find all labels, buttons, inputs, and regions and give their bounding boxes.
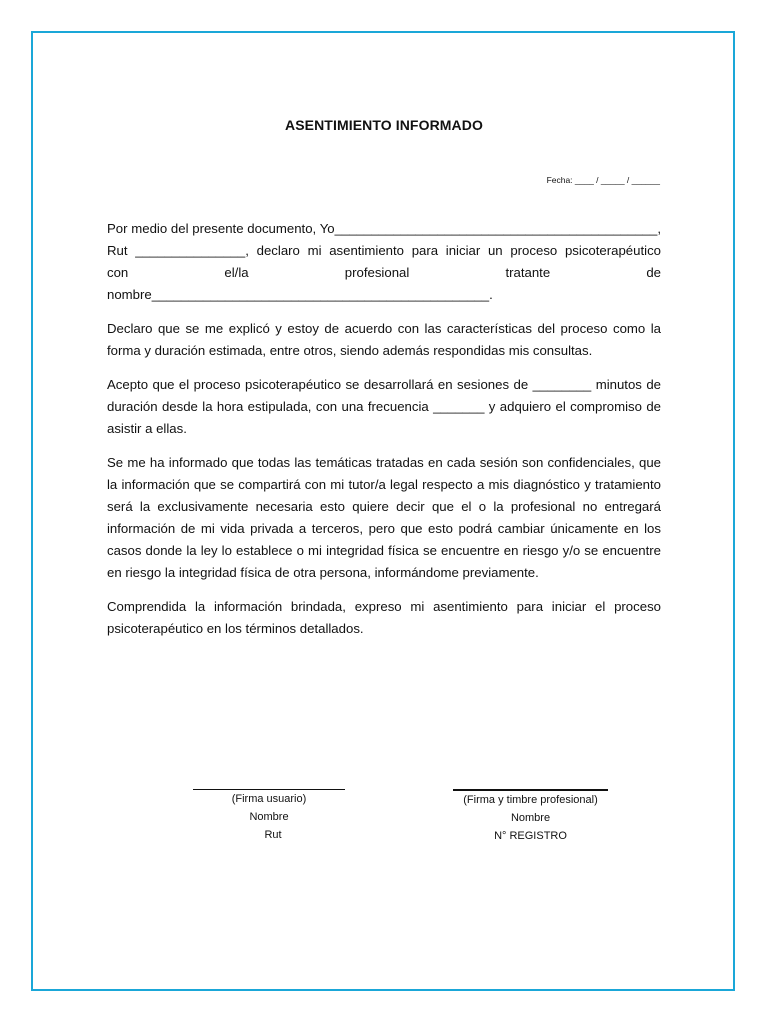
signature-name-professional: Nombre <box>510 812 551 824</box>
signature-block-user <box>193 789 345 844</box>
paragraph-sessions: Acepto que el proceso psicoterapéutico se desarrollará en sesiones de ________ minutos de duración desde la hora estipulada, con una frecuencia _______ y adquiero el compromiso de asistir a ellas. <box>107 377 661 436</box>
signature-caption-professional: (Firma y timbre profesional) <box>463 794 598 806</box>
signature-rut-user: Rut <box>264 829 282 841</box>
document-title: ASENTIMIENTO INFORMADO <box>285 117 483 133</box>
paragraph-identity-line-4: nombre______________________________________________. <box>107 287 493 302</box>
paragraph-consent: Comprendida la información brindada, expreso mi asentimiento para iniciar el proceso psicoterapéutico en los términos detallados. <box>107 599 661 636</box>
paragraph-identity-line-1: Por medio del presente documento, Yo____________________________________________, <box>107 221 661 236</box>
paragraph-explanation: Declaro que se me explicó y estoy de acuerdo con las características del proceso como la forma y duración estimada, entre otros, siendo además respondidas mis consultas. <box>107 321 661 358</box>
signature-registry-professional: N° REGISTRO <box>494 830 567 842</box>
paragraph-identity-line-3: con el/la profesional tratante de <box>107 265 661 280</box>
signature-name-user: Nombre <box>249 811 289 823</box>
document-body <box>107 218 661 652</box>
date-line: Fecha: ____ / _____ / ______ <box>546 175 660 185</box>
paragraph-identity <box>107 218 661 306</box>
signature-caption-user: (Firma usuario) <box>231 793 307 805</box>
paragraph-identity-line-2: Rut _______________, declaro mi asentimiento para iniciar un proceso psicoterapéutico <box>107 243 661 258</box>
signature-block-professional <box>453 789 608 845</box>
paragraph-confidentiality: Se me ha informado que todas las temáticas tratadas en cada sesión son confidenciales, que la información que se compartirá con mi tutor/a legal respecto a mis diagnóstico y tratamiento será la exclusivamente necesaria esto quiere decir que el o la profesional no entregará información de mi vida privada a terceros, pero que esto podrá cambiar únicamente en los casos donde la ley lo establece o mi integridad física se encuentre en riesgo y/o se encuentre en riesgo la integridad física de otra persona, informándome previamente. <box>107 455 661 580</box>
